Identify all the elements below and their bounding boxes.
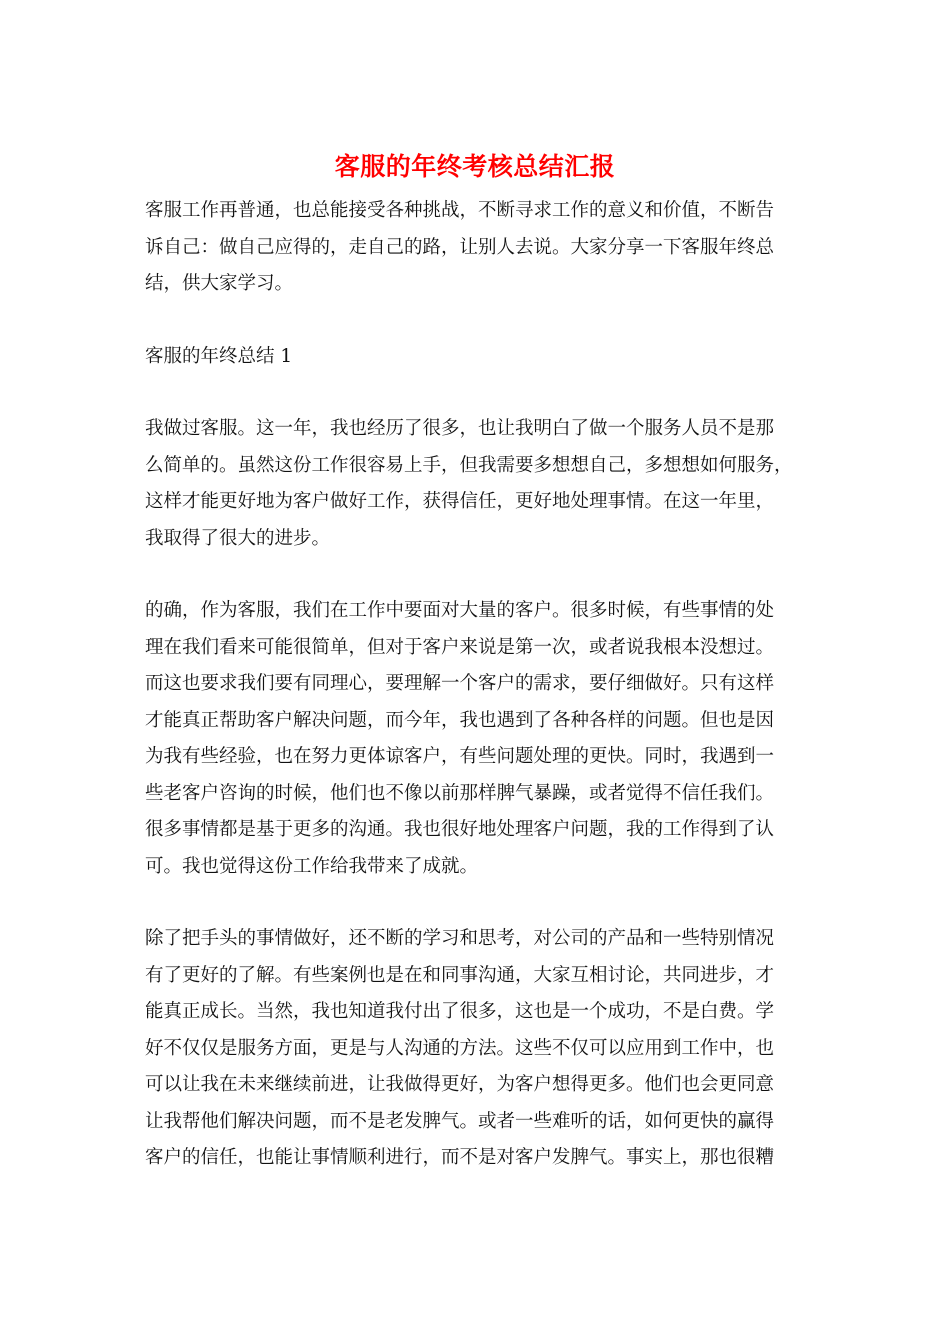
text-line: 结，供大家学习。 [145, 273, 294, 294]
paragraph-spacer [145, 303, 805, 339]
text-line: 让我帮他们解决问题，而不是老发脾气。或者一些难听的话，如何更快的赢得 [145, 1110, 775, 1132]
text-line: 能真正成长。当然，我也知道我付出了很多，这也是一个成功，不是白费。学 [145, 1001, 775, 1022]
paragraph-spacer [145, 557, 805, 593]
body-paragraph [145, 921, 805, 1177]
text-line: 才能真正帮助客户解决问题，而今年，我也遇到了各种各样的问题。但也是因 [145, 709, 775, 731]
text-line: 客户的信任，也能让事情顺利进行，而不是对客户发脾气。事实上，那也很糟 [145, 1147, 775, 1168]
text-line: 诉自己：做自己应得的，走自己的路，让别人去说。大家分享一下客服年终总 [145, 236, 775, 258]
text-line: 我取得了很大的进步。 [145, 527, 331, 549]
text-line: 理在我们看来可能很简单，但对于客户来说是第一次，或者说我根本没想过。 [145, 636, 775, 658]
text-line: 而这也要求我们要有同理心，要理解一个客户的需求，要仔细做好。只有这样 [145, 673, 775, 694]
text-line: 些老客户咨询的时候，他们也不像以前那样脾气暴躁，或者觉得不信任我们。 [145, 782, 775, 804]
text-line: 很多事情都是基于更多的沟通。我也很好地处理客户问题，我的工作得到了认 [145, 819, 775, 840]
text-line: 么简单的。虽然这份工作很容易上手，但我需要多想想自己，多想想如何服务， [145, 454, 793, 476]
text-line: 客服工作再普通，也总能接受各种挑战，不断寻求工作的意义和价值，不断告 [145, 200, 775, 221]
text-line: 有了更好的了解。有些案例也是在和同事沟通，大家互相讨论，共同进步，才 [145, 964, 775, 986]
body-paragraph [145, 411, 805, 557]
text-line: 好不仅仅是服务方面，更是与人沟通的方法。这些不仅可以应用到工作中，也 [145, 1037, 775, 1059]
document-body [145, 193, 805, 1177]
text-line: 客服的年终总结 1 [145, 345, 293, 367]
intro-paragraph [145, 193, 805, 303]
section-heading [145, 339, 805, 376]
body-paragraph [145, 593, 805, 885]
text-line: 为我有些经验，也在努力更体谅客户，有些问题处理的更快。同时，我遇到一 [145, 746, 775, 767]
text-line: 可。我也觉得这份工作给我带来了成就。 [145, 855, 479, 877]
text-line: 我做过客服。这一年，我也经历了很多，也让我明白了做一个服务人员不是那 [145, 418, 775, 439]
text-line: 的确，作为客服，我们在工作中要面对大量的客户。很多时候，有些事情的处 [145, 600, 775, 621]
text-line: 除了把手头的事情做好，还不断的学习和思考，对公司的产品和一些特别情况 [145, 928, 775, 949]
paragraph-spacer [145, 885, 805, 921]
paragraph-spacer [145, 375, 805, 411]
document-title: 客服的年终考核总结汇报 [334, 152, 616, 181]
text-line: 这样才能更好地为客户做好工作，获得信任，更好地处理事情。在这一年里， [145, 491, 775, 512]
text-line: 可以让我在未来继续前进，让我做得更好，为客户想得更多。他们也会更同意 [145, 1074, 775, 1095]
